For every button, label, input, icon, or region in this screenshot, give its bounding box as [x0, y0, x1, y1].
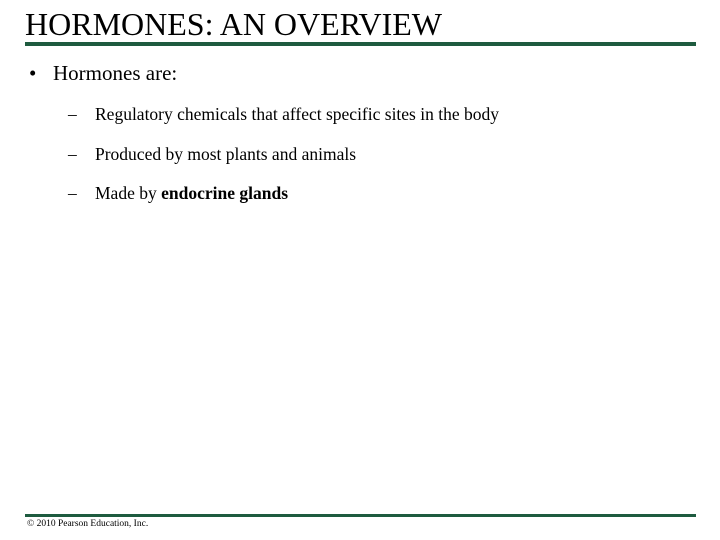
title-underline [25, 42, 696, 46]
bullet-rest-text: are: [140, 61, 178, 85]
sub-bullet-list [68, 102, 499, 221]
sub-bullet-item [68, 181, 499, 221]
sub-bullet-bold-term: endocrine glands [161, 183, 289, 203]
dash-icon: – [68, 104, 77, 124]
sub-bullet-item [68, 142, 499, 182]
bullet-icon: • [29, 61, 37, 85]
main-bullet [29, 59, 177, 87]
sub-bullet-item [68, 102, 499, 142]
bullet-lead-text: Hormones [53, 61, 141, 85]
footer-rule [25, 514, 696, 517]
slide-title: HORMONES: AN OVERVIEW [25, 6, 442, 42]
sub-bullet-text: Produced by most plants and animals [95, 143, 357, 164]
sub-bullet-text-prefix: Made by [95, 183, 162, 203]
sub-bullet-text: Regulatory chemicals that affect specific sites in the body [95, 104, 499, 124]
dash-icon: – [68, 143, 77, 164]
dash-icon: – [68, 183, 77, 203]
copyright-footer: © 2010 Pearson Education, Inc. [27, 519, 149, 529]
